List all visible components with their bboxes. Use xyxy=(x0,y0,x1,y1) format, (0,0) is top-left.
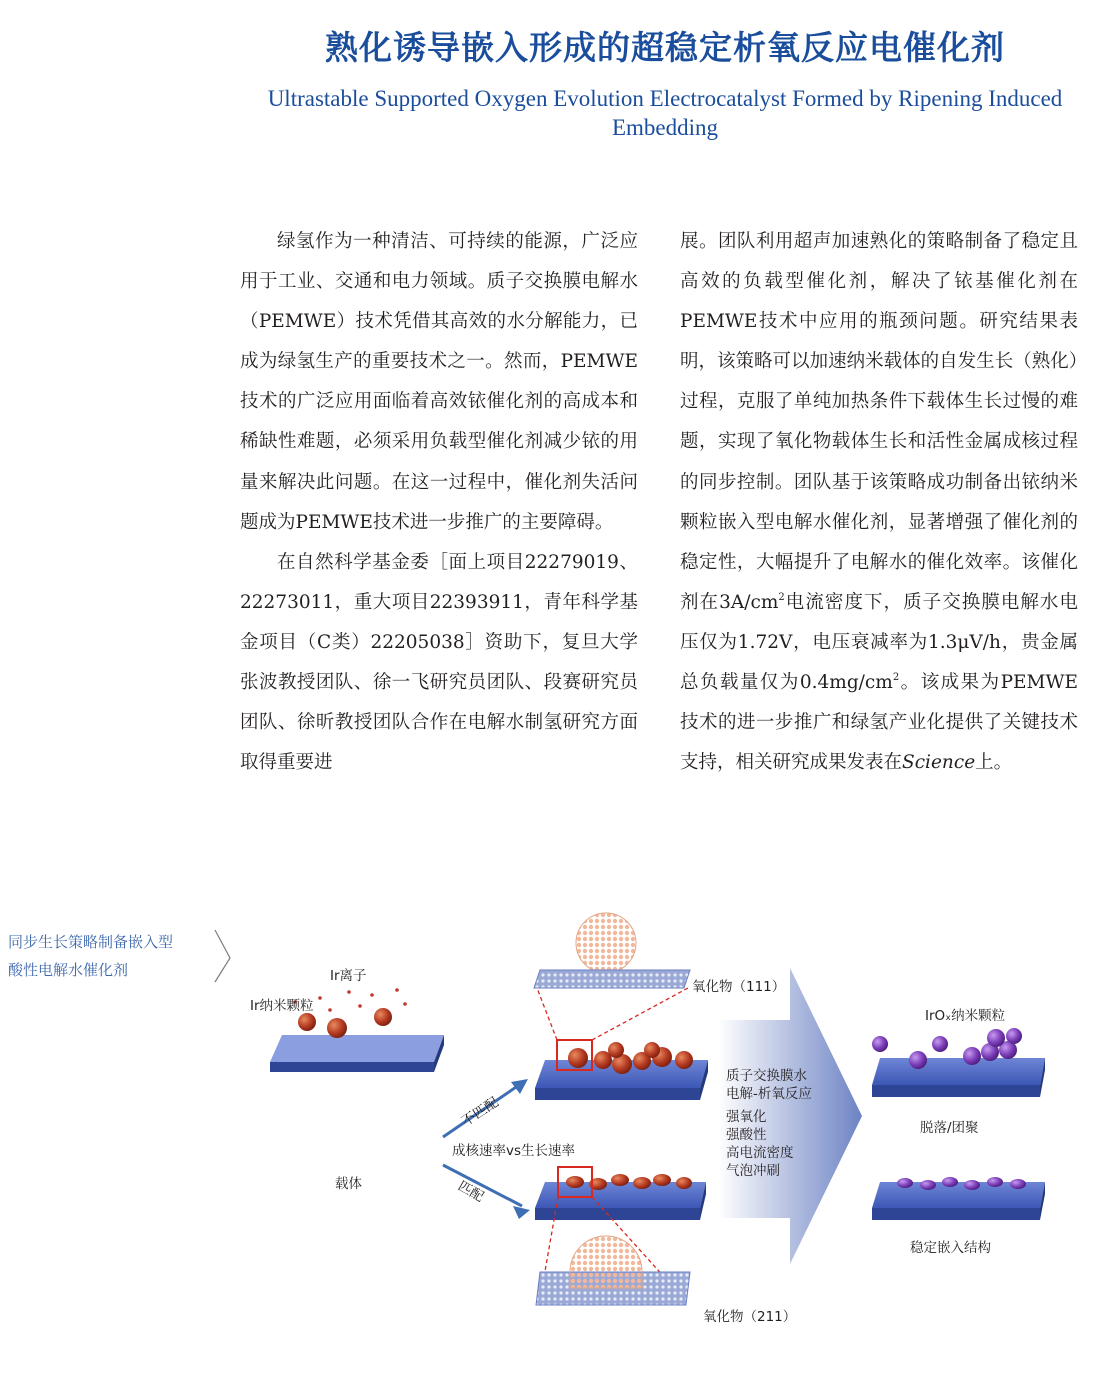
caption-bracket xyxy=(215,930,230,982)
condition-item: 高电流密度 xyxy=(726,1145,794,1161)
ir-particle xyxy=(327,1018,347,1038)
label-rate-compare: 成核速率vs生长速率 xyxy=(452,1143,576,1159)
ir-particle xyxy=(374,1008,392,1026)
text-part-4: 上。 xyxy=(975,752,1013,774)
paragraph-2-continued xyxy=(680,222,1078,783)
detached-platform xyxy=(872,1058,1045,1097)
paragraph-2: 在自然科学基金委［面上项目22279019、22273011，重大项目22393911，青年科学基金项目（C类）22205038］资助下，复旦大学张波教授团队、徐一飞研究员团队、段赛研究员团队、徐昕教授团队合作在电解水制氢研究方面取得重要进 xyxy=(240,551,638,774)
paragraph-1: 绿氢作为一种清洁、可持续的能源，广泛应用于工业、交通和电力领域。质子交换膜电解水（PEMWE）技术凭借其高效的水分解能力，已成为绿氢生产的重要技术之一。然而，PEMWE技术的广泛应用面临着高效铱催化剂的高成本和稀缺性难题，必须采用负载型催化剂减少铱的用量来解决此问题。在这一过程中，催化剂失活问题成为PEMWE技术进一步推广的主要障碍。 xyxy=(240,231,638,533)
superscript-2b: 2 xyxy=(892,672,900,684)
label-support: 载体 xyxy=(335,1176,362,1192)
journal-name: Science xyxy=(902,752,976,774)
left-column xyxy=(240,222,638,783)
arrow-to-match xyxy=(443,1165,522,1206)
label-ir-nanoparticle: Ir纳米颗粒 xyxy=(250,998,314,1014)
oxide-111-lattice xyxy=(534,970,690,988)
condition-item: 质子交换膜水 xyxy=(726,1068,807,1084)
support-platform xyxy=(270,1035,444,1072)
figure-diagram xyxy=(0,900,1100,1350)
caption-line-1: 同步生长策略制备嵌入型 xyxy=(8,933,174,951)
large-ir-particle-111 xyxy=(576,913,636,973)
article-subtitle-en: Ultrastable Supported Oxygen Evolution Electrocatalyst Formed by Ripening Induced Embedding xyxy=(267,86,1063,140)
condition-item: 气泡冲刷 xyxy=(726,1163,780,1179)
label-match: 匹配 xyxy=(455,1177,487,1206)
condition-item: 强氧化 xyxy=(726,1109,767,1125)
label-irox-nanoparticle: IrOₓ纳米颗粒 xyxy=(925,1008,1006,1024)
text-part-3: 。该成果为PEMWE技术的进一步推广和绿氢产业化提供了关键技术支持，相关研究成果发表在 xyxy=(680,672,1078,774)
condition-item: 电解-析氧反应 xyxy=(726,1086,812,1102)
label-mismatch: 不匹配 xyxy=(458,1094,502,1130)
ir-particle xyxy=(298,1013,316,1031)
label-oxide-111: 氧化物（111） xyxy=(692,979,786,995)
label-detach: 脱落/团聚 xyxy=(920,1120,979,1136)
article-title: 熟化诱导嵌入形成的超稳定析氧反应电催化剂 xyxy=(325,28,1005,67)
label-ir-ion: Ir离子 xyxy=(330,968,367,984)
label-oxide-211: 氧化物（211） xyxy=(703,1309,797,1325)
embedded-ir-particle-211 xyxy=(570,1236,642,1288)
caption-line-2: 酸性电解水催化剂 xyxy=(8,961,129,979)
condition-item: 强酸性 xyxy=(726,1127,767,1143)
right-column xyxy=(680,222,1078,783)
text-part-1: 展。团队利用超声加速熟化的策略制备了稳定且高效的负载型催化剂，解决了铱基催化剂在PEMWE技术中应用的瓶颈问题。研究结果表明，该策略可以加速纳米载体的自发生长（熟化）过程，克服了单纯加热条件下载体生长过慢的难题，实现了氧化物载体生长和活性金属成核过程的同步控制。团队基于该策略成功制备出铱纳米颗粒嵌入型电解水催化剂，显著增强了催化剂的稳定性，大幅提升了电解水的催化效率。该催化剂在3A/cm xyxy=(680,231,1078,613)
superscript-2: 2 xyxy=(778,591,785,603)
label-stable: 稳定嵌入结构 xyxy=(910,1240,991,1256)
text-part-2: 电流密度下，质子交换膜电解水电压仅为1.72V，电压衰减率为1.3μV/h，贵金属总负载量仅为0.4mg/cm xyxy=(680,591,1078,694)
